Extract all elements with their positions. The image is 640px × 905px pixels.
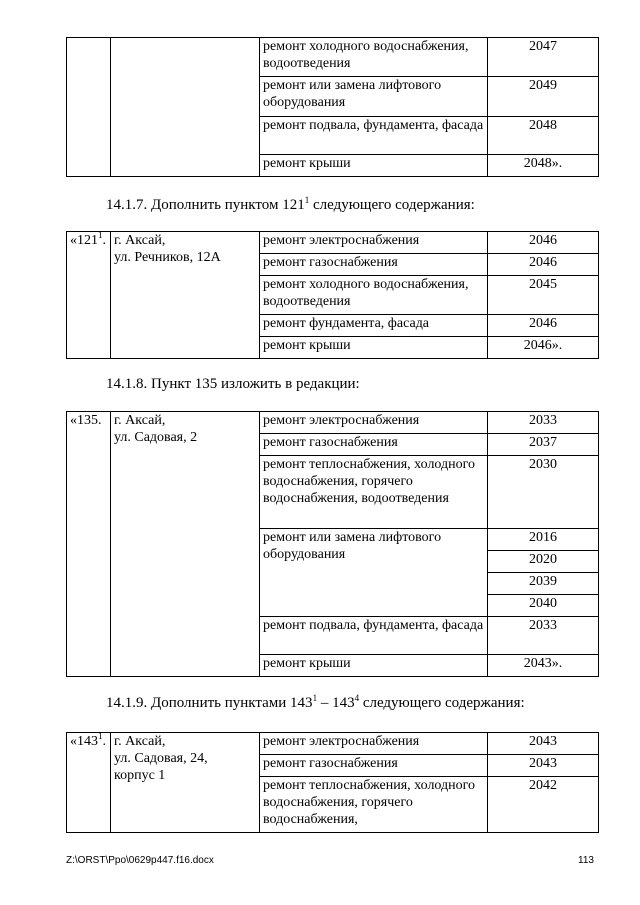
work-cell: ремонт электроснабжения — [260, 412, 488, 434]
item-number: «$121^1$. — [67, 232, 111, 359]
work-cell: ремонт электроснабжения — [260, 733, 488, 755]
table-item-121-1 — [66, 231, 599, 359]
year-cell: 2045 — [488, 276, 599, 315]
work-cell: ремонт газоснабжения — [260, 254, 488, 276]
year-cell: 2030 — [488, 456, 599, 529]
table-row — [67, 412, 599, 434]
work-cell: ремонт холодного водоснабжения, водоотведения — [260, 38, 488, 77]
paragraph-text: 14.1.8. Пункт 135 изложить в редакции: — [106, 376, 360, 392]
address-cell — [111, 38, 260, 177]
footer-page-number: 113 — [578, 855, 594, 866]
paragraph-14-1-8 — [106, 376, 360, 393]
work-cell: ремонт газоснабжения — [260, 755, 488, 777]
work-cell: ремонт крыши — [260, 337, 488, 359]
year-cell: 2040 — [488, 595, 599, 617]
year-cell: 2043». — [488, 655, 599, 677]
item-number: «135. — [67, 412, 111, 677]
paragraph-text: – 143 — [317, 695, 355, 711]
address-cell: г. Аксай, ул. Речников, 12А — [111, 232, 260, 359]
work-cell: ремонт подвала, фундамента, фасада — [260, 117, 488, 155]
paragraph-14-1-7 — [106, 197, 475, 214]
paragraph-14-1-9 — [106, 695, 525, 712]
address-cell: г. Аксай, ул. Садовая, 24, корпус 1 — [111, 733, 260, 833]
year-cell: 2039 — [488, 573, 599, 595]
year-cell: 2047 — [488, 38, 599, 77]
year-cell: 2042 — [488, 777, 599, 833]
year-cell: 2016 — [488, 529, 599, 551]
address-cell: г. Аксай, ул. Садовая, 2 — [111, 412, 260, 677]
superscript: 1 — [312, 693, 318, 703]
work-cell: ремонт теплоснабжения, холодного водоснабжения, горячего водоснабжения, водоотведения — [260, 456, 488, 529]
year-cell: 2033 — [488, 617, 599, 655]
table-item-135 — [66, 411, 599, 677]
work-cell: ремонт крыши — [260, 655, 488, 677]
table-row — [67, 38, 599, 77]
year-cell: 2037 — [488, 434, 599, 456]
work-cell: ремонт фундамента, фасада — [260, 315, 488, 337]
work-cell: ремонт газоснабжения — [260, 434, 488, 456]
year-cell: 2046 — [488, 254, 599, 276]
work-cell: ремонт холодного водоснабжения, водоотведения — [260, 276, 488, 315]
year-cell: 2046 — [488, 232, 599, 254]
table-row — [67, 232, 599, 254]
year-cell: 2046 — [488, 315, 599, 337]
footer-file-path: Z:\ORST\Ppo\0629p447.f16.docx — [66, 855, 214, 866]
table-row — [67, 733, 599, 755]
number-cell — [67, 38, 111, 177]
year-cell: 2048». — [488, 155, 599, 177]
superscript: 4 — [354, 693, 360, 703]
work-cell: ремонт крыши — [260, 155, 488, 177]
work-cell: ремонт или замена лифтового оборудования — [260, 529, 488, 617]
paragraph-text: 14.1.7. Дополнить пунктом 121 — [106, 197, 305, 213]
year-cell: 2046». — [488, 337, 599, 359]
superscript: 1 — [304, 195, 310, 205]
work-cell: ремонт электроснабжения — [260, 232, 488, 254]
paragraph-text: следующего содержания: — [359, 695, 525, 711]
year-cell: 2043 — [488, 733, 599, 755]
work-cell: ремонт теплоснабжения, холодного водоснабжения, горячего водоснабжения, — [260, 777, 488, 833]
year-cell: 2020 — [488, 551, 599, 573]
year-cell: 2049 — [488, 77, 599, 117]
work-cell: ремонт подвала, фундамента, фасада — [260, 617, 488, 655]
year-cell: 2043 — [488, 755, 599, 777]
paragraph-text: 14.1.9. Дополнить пунктами 143 — [106, 695, 313, 711]
work-cell: ремонт или замена лифтового оборудования — [260, 77, 488, 117]
table-item-143-1 — [66, 732, 599, 833]
year-cell: 2048 — [488, 117, 599, 155]
year-cell: 2033 — [488, 412, 599, 434]
paragraph-text: следующего содержания: — [309, 197, 475, 213]
table-top — [66, 37, 599, 177]
item-number: «$143^1$. — [67, 733, 111, 833]
